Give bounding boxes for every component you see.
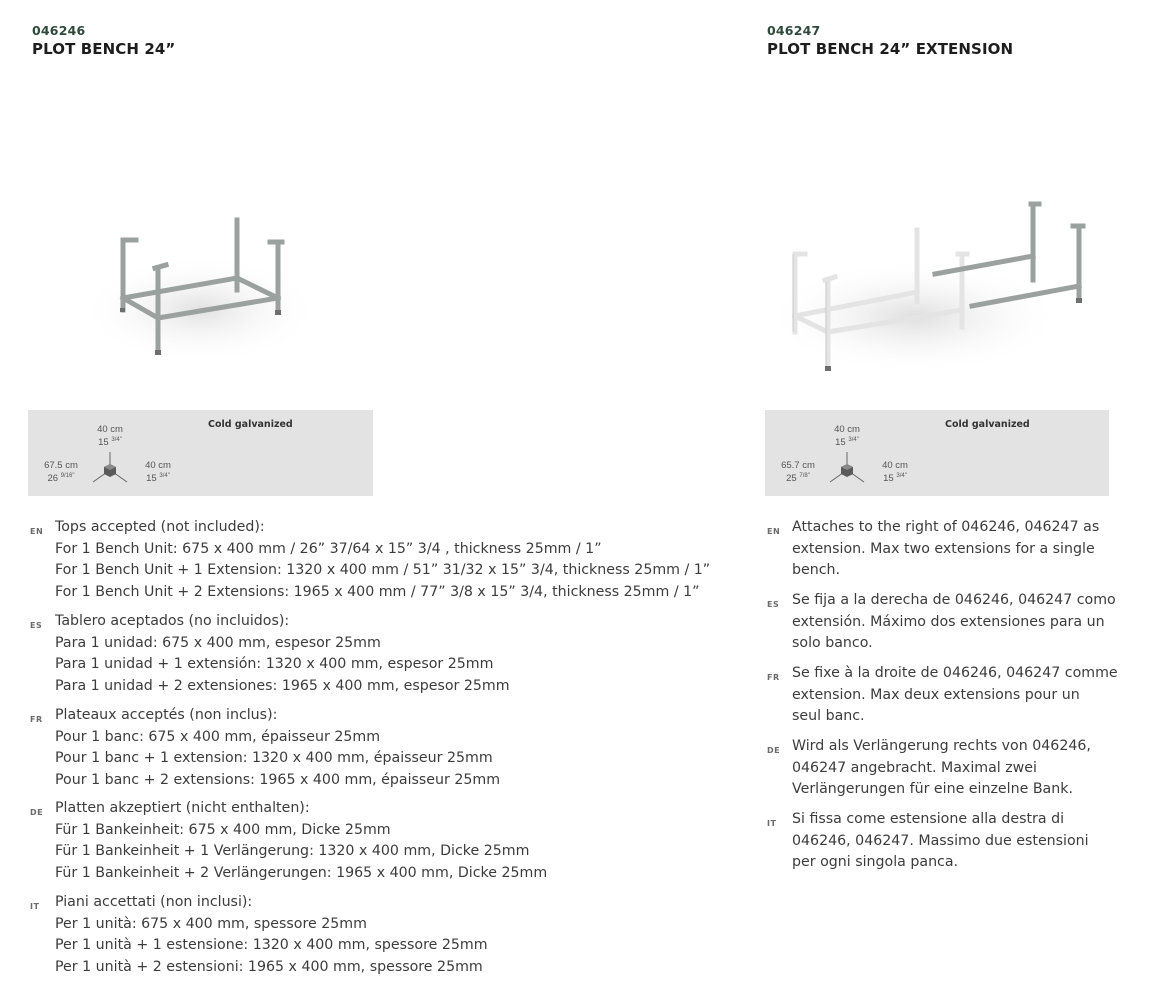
text-line: For 1 Bench Unit + 2 Extensions: 1965 x 400 mm / 77” 3/8 x 15” 3/4, thickness 25mm / 1”: [55, 583, 700, 600]
text-line: Pour 1 banc: 675 x 400 mm, épaisseur 25mm: [55, 728, 381, 745]
product-code: 046246: [32, 23, 86, 38]
text-line: 046247 angebracht. Maximal zwei: [792, 759, 1037, 776]
text-line: per ogni singola panca.: [792, 854, 959, 870]
spec-box: [765, 410, 1109, 496]
lang-code: EN: [30, 527, 44, 536]
width-dimension: 40 cm 15 $^{3/4"}$: [882, 460, 908, 485]
lang-code: ES: [767, 600, 780, 609]
lang-it: [30, 892, 488, 978]
lang-it: [767, 809, 1089, 874]
axes-icon: [90, 450, 130, 486]
lang-fr: [30, 705, 501, 791]
lang-en: [30, 517, 711, 603]
lang-es: [30, 611, 510, 697]
lang-de: [767, 736, 1091, 801]
text-line: Platten akzeptiert (nicht enthalten):: [55, 800, 310, 816]
product-title: PLOT BENCH 24” EXTENSION: [767, 40, 1014, 58]
bench-extension-image: [765, 192, 1135, 382]
lang-fr: [767, 663, 1118, 728]
text-line: extension. Max deux extensions pour un: [792, 686, 1080, 703]
text-line: Para 1 unidad + 1 extensión: 1320 x 400 mm, espesor 25mm: [55, 656, 494, 672]
product-code: 046247: [767, 23, 821, 38]
height-dimension: 67.5 cm 26 $^{9/16"}$: [44, 460, 78, 485]
spec-box: [28, 410, 373, 496]
text-line: Para 1 unidad + 2 extensiones: 1965 x 400 mm, espesor 25mm: [55, 677, 510, 694]
text-line: Para 1 unidad: 675 x 400 mm, espesor 25mm: [55, 634, 381, 651]
bench-frame-image: [70, 190, 330, 380]
text-line: Verlängerungen für eine einzelne Bank.: [792, 781, 1073, 797]
depth-dimension: 40 cm 15 $^{3/4"}$: [97, 424, 123, 449]
text-line: extension. Max two extensions for a single: [792, 540, 1095, 557]
text-line: Plateaux acceptés (non inclus):: [55, 707, 278, 723]
text-line: Per 1 unità: 675 x 400 mm, spessore 25mm: [55, 915, 367, 932]
lang-code: ES: [30, 621, 43, 630]
text-line: Attaches to the right of 046246, 046247 as: [792, 519, 1100, 535]
text-line: seul banc.: [792, 708, 865, 724]
finish-label: Cold galvanized: [208, 419, 293, 430]
text-line: Se fija a la derecha de 046246, 046247 como: [792, 592, 1116, 608]
text-line: Piani accettati (non inclusi):: [55, 894, 253, 910]
text-line: Tablero aceptados (no incluidos):: [55, 613, 290, 629]
product-title: PLOT BENCH 24”: [32, 40, 176, 58]
lang-code: FR: [767, 673, 780, 682]
text-line: Pour 1 banc + 1 extension: 1320 x 400 mm, épaisseur 25mm: [55, 750, 493, 766]
text-line: Für 1 Bankeinheit: 675 x 400 mm, Dicke 25mm: [55, 821, 391, 838]
text-line: Se fixe à la droite de 046246, 046247 comme: [792, 665, 1118, 681]
text-line: Wird als Verlängerung rechts von 046246,: [792, 738, 1091, 754]
text-line: For 1 Bench Unit + 1 Extension: 1320 x 400 mm / 51” 31/32 x 15” 3/4, thickness 25mm / 1”: [55, 562, 711, 578]
text-line: Si fissa come estensione alla destra di: [792, 811, 1065, 827]
text-line: Für 1 Bankeinheit + 1 Verlängerung: 1320 x 400 mm, Dicke 25mm: [55, 843, 530, 859]
text-line: Per 1 unità + 1 estensione: 1320 x 400 mm, spessore 25mm: [55, 937, 488, 953]
text-line: Per 1 unità + 2 estensioni: 1965 x 400 mm, spessore 25mm: [55, 958, 483, 975]
axes-icon: [827, 450, 867, 486]
lang-code: DE: [30, 808, 44, 817]
text-line: Pour 1 banc + 2 extensions: 1965 x 400 mm, épaisseur 25mm: [55, 771, 501, 788]
lang-code: EN: [767, 527, 781, 536]
text-line: extensión. Máximo dos extensiones para un: [792, 613, 1105, 630]
text-line: Tops accepted (not included):: [55, 519, 265, 535]
lang-code: IT: [767, 819, 777, 828]
lang-code: DE: [767, 746, 781, 755]
text-line: 046246, 046247. Massimo due estensioni: [792, 832, 1089, 849]
text-line: bench.: [792, 562, 841, 578]
finish-label: Cold galvanized: [945, 419, 1030, 430]
text-line: solo banco.: [792, 635, 873, 651]
height-dimension: 65.7 cm 25 $^{7/8"}$: [781, 460, 815, 485]
lang-en: [767, 517, 1100, 582]
lang-es: [767, 590, 1116, 655]
lang-code: IT: [30, 902, 40, 911]
lang-code: FR: [30, 715, 43, 724]
text-line: For 1 Bench Unit: 675 x 400 mm / 26” 37/64 x 15” 3/4 , thickness 25mm / 1”: [55, 540, 602, 557]
text-line: Für 1 Bankeinheit + 2 Verlängerungen: 1965 x 400 mm, Dicke 25mm: [55, 864, 548, 881]
width-dimension: 40 cm 15 $^{3/4"}$: [145, 460, 171, 485]
lang-de: [30, 798, 548, 884]
depth-dimension: 40 cm 15 $^{3/4"}$: [834, 424, 860, 449]
